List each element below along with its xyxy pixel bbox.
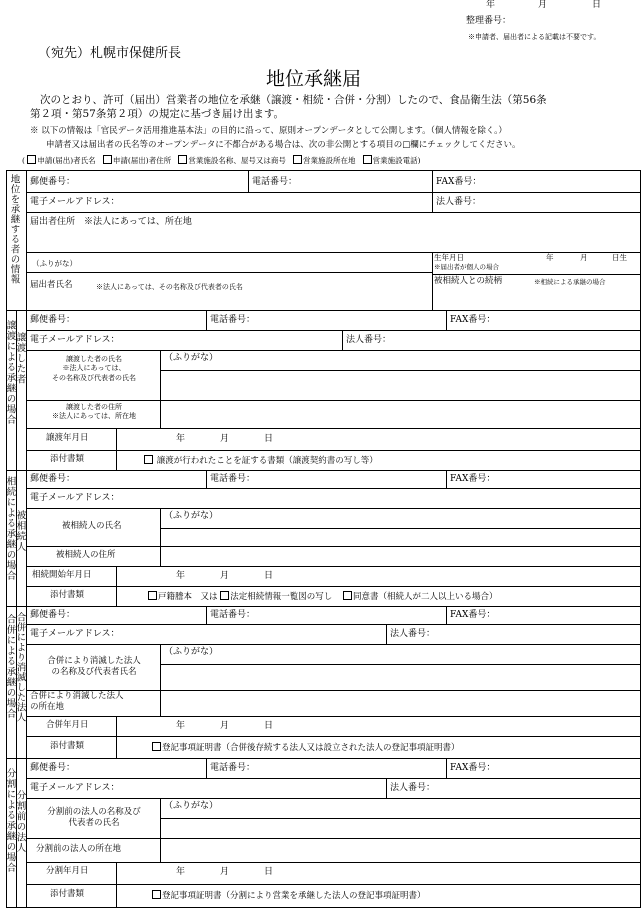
rule [116,428,117,470]
merger-day[interactable]: 日 [264,721,274,731]
merger-doc-checkbox[interactable] [152,742,161,751]
transfer-phone[interactable]: 電話番号： [210,315,256,325]
rule [26,428,640,429]
label-line: 譲渡した者の住所 [66,403,122,411]
rule [386,778,387,798]
split-date-label: 分割年月日 [46,866,89,876]
birth-day: 日生 [612,253,627,262]
option-label: 申請(届出)者氏名 [37,156,96,165]
rule [26,546,640,547]
rule [640,170,641,908]
transferor-name-label [30,355,158,383]
rule [26,330,640,331]
successor-phone[interactable]: 電話番号： [252,177,298,187]
birth-month: 月 [580,253,588,262]
inherit-doc-checkbox-heirs-map[interactable] [220,591,229,600]
decedent-address-label: 被相続人の住所 [56,550,116,560]
inherit-doc-options [148,591,498,603]
successor-email[interactable]: 電子メールアドレス： [30,197,120,207]
rule [6,606,640,607]
inherit-sub-label: 被相続人 [14,510,26,552]
split-day[interactable]: 日 [264,867,274,877]
rule [386,624,387,644]
rule [26,862,640,863]
ref-number-note: ※申請者、届出者による記載は不要です。 [468,33,601,41]
rule [26,644,640,645]
date-year-label: 年 [486,0,496,10]
rule [6,907,640,908]
option-label: 営業施設電話 [372,156,418,165]
transfer-sub-label: 譲渡した者 [14,332,26,385]
nondisclosure-checkbox-address[interactable] [103,155,112,164]
split-email[interactable]: 電子メールアドレス： [30,783,120,793]
inherit-year[interactable]: 年 [176,571,186,581]
split-sub-label: 分割前の法人 [14,790,26,853]
inherit-doc-label: 添付書類 [50,590,85,600]
label-line: その名称及び代表者の氏名 [52,373,136,382]
rule [26,758,27,908]
split-corp-no[interactable]: 法人番号： [390,783,436,793]
rule [342,330,343,350]
transferor-address-label [30,403,158,422]
label-line: 合併により消滅した法人 [30,691,124,701]
inherit-date-label: 相続開始年月日 [32,570,92,580]
rule [160,798,161,862]
decedent-name-label: 被相続人の氏名 [62,521,122,531]
rule [206,758,207,778]
rule [26,170,27,310]
rule [26,778,640,779]
rule [26,350,640,351]
merger-side-label: 合併による承継の場合 [4,614,16,719]
inherit-postal[interactable]: 郵便番号： [30,474,76,484]
split-doc-label: 添付書類 [50,889,85,899]
transfer-email[interactable]: 電子メールアドレス： [30,335,120,345]
transfer-doc-label: 添付書類 [50,454,85,464]
split-side-label: 分割による承継の場合 [4,768,16,873]
rule [26,310,27,470]
rule [248,170,249,192]
rule [26,736,640,737]
merged-corp-address-label [30,691,124,713]
inherit-doc-checkbox-consent[interactable] [343,591,352,600]
transfer-doc-text: 譲渡が行われたことを証する書類（譲渡契約書の写し等） [156,456,378,466]
rule [26,508,640,509]
label-line: の所在地 [30,702,65,713]
merger-doc-text: 登記事項証明書（合併後存続する法人又は設立された法人の登記事項証明書） [162,743,460,753]
inherit-phone[interactable]: 電話番号： [210,474,256,484]
rule [26,716,640,717]
label-line: 譲渡した者の氏名 [66,355,122,363]
rule [116,862,117,908]
transfer-day[interactable]: 日 [264,434,274,444]
rule [116,716,117,758]
rule [446,470,447,488]
intro-line-2: 第２項・第57条第２項）の規定に基づき届け出ます。 [30,108,285,120]
nondisclosure-checkbox-name[interactable] [27,155,36,164]
rule [6,470,640,471]
transfer-year[interactable]: 年 [176,434,186,444]
split-fax[interactable]: FAX番号： [450,763,496,773]
rule [26,192,640,193]
intro-line-1: 次のとおり、許可（届出）営業者の地位を承継（譲渡・相続・合併・分割）したので、食品衛生法（第56条 [40,94,547,106]
label-line: の名称及び代表者氏名 [51,667,137,678]
merger-postal[interactable]: 郵便番号： [30,610,76,620]
rule [446,758,447,778]
transfer-corp-no[interactable]: 法人番号： [346,335,392,345]
transfer-month[interactable]: 月 [220,434,230,444]
rule [6,170,640,171]
merged-corp-name-label [30,656,158,678]
rule [26,272,432,273]
inherit-side-label: 相続による承継の場合 [4,476,16,581]
nondisclosure-checkbox-facility-phone[interactable] [363,155,372,164]
birth-note: ※届出者が個人の場合 [434,263,499,271]
inherit-doc-text: 戸籍謄本 又は [158,592,218,602]
label-line: ※法人にあっては、所在地 [52,412,136,421]
rule [116,566,117,606]
merger-phone[interactable]: 電話番号： [210,610,256,620]
page-title: 地位承継届 [266,68,362,90]
inherit-email[interactable]: 電子メールアドレス： [30,493,120,503]
option-label: 申請(届出)者住所 [112,156,172,165]
rule [160,664,640,665]
split-phone[interactable]: 電話番号： [210,763,256,773]
successor-name-note: ※法人にあっては、その名称及び代表者の氏名 [96,283,243,291]
merger-month[interactable]: 月 [220,721,230,731]
relation-note: ※相続による承継の場合 [534,278,606,286]
transfer-furigana[interactable]: （ふりがな） [164,353,219,363]
split-doc-text: 登記事項証明書（分割により営業を承継した法人の登記事項証明書） [162,891,426,901]
successor-fax[interactable]: FAX番号： [436,177,482,187]
merger-corp-no[interactable]: 法人番号： [390,629,436,639]
rule [160,644,161,716]
successor-address[interactable]: 届出者住所 ※法人にあっては、所在地 [30,217,192,227]
rule [26,212,640,213]
successor-corp-no[interactable]: 法人番号： [436,197,482,207]
pre-split-corp-address-label: 分割前の法人の所在地 [36,844,122,854]
open-data-notice-2: 申請者又は届出者の氏名等のオープンデータに不都合がある場合は、次の非公開とする項目の□欄にチェックしてください。 [46,140,521,150]
rule [160,508,161,566]
rule [446,606,447,624]
split-month[interactable]: 月 [220,867,230,877]
rule [432,274,640,275]
rule [206,606,207,624]
rule [26,838,640,839]
label-line: ※法人にあっては、 [62,364,126,373]
inherit-doc-text: 法定相続情報一覧図の写し [230,592,333,602]
option-label: 営業施設名称、屋号又は商号 [188,156,286,165]
date-day-label: 日 [592,0,602,10]
nondisclosure-checkbox-facility-name[interactable] [178,155,187,164]
transfer-fax[interactable]: FAX番号： [450,315,496,325]
successor-name[interactable]: 届出者氏名 [30,280,73,290]
rule [26,566,640,567]
pre-split-corp-name-label [30,807,158,829]
transfer-doc-checkbox[interactable] [144,455,153,464]
rule [26,488,640,489]
merger-sub-label: 合併により消滅した法人 [14,612,26,722]
split-postal[interactable]: 郵便番号： [30,763,76,773]
split-doc-option[interactable] [152,890,426,902]
rule [6,310,640,311]
merger-email[interactable]: 電子メールアドレス： [30,629,120,639]
label-line: 合併により消滅した法人 [47,656,141,666]
rule [26,798,640,799]
birth-date-label: 生年月日 [434,253,464,262]
split-doc-checkbox[interactable] [152,890,161,899]
merger-fax[interactable]: FAX番号： [450,610,496,620]
open-data-notice-1: ※ 以下の情報は「官民データ活用推進基本法」の目的に沿って、原則オープンデータとして公開します。（個人情報を除く。） [30,126,507,136]
merger-date-label: 合併年月日 [46,720,89,730]
merger-doc-option[interactable] [152,742,460,754]
relation-label[interactable]: 被相続人との続柄 [434,276,503,286]
inherit-furigana[interactable]: （ふりがな） [164,511,219,521]
rule [26,586,640,587]
inherit-month[interactable]: 月 [220,571,230,581]
rule [26,450,640,451]
successor-side-label: 地位を承継する者の情報 [8,174,20,284]
addressee: （宛先）札幌市保健所長 [38,46,182,61]
option-label: 営業施設所在地 [303,156,356,165]
inherit-doc-text: 同意書（相続人が二人以上いる場合） [353,592,498,602]
rule [26,400,640,401]
birth-year: 年 [546,253,554,262]
nondisclosure-options: ( 申請(届出)者氏名 申請(届出)者住所 営業施設名称、屋号又は商号 営業施設所在地 営業施設電話) [22,156,421,165]
transfer-doc-option[interactable] [144,455,378,467]
rule [160,818,640,819]
rule [6,758,640,759]
rule [432,170,433,212]
inherit-doc-checkbox-koseki[interactable] [148,591,157,600]
rule [26,884,640,885]
successor-postal[interactable]: 郵便番号： [30,177,76,187]
split-furigana[interactable]: （ふりがな） [164,801,219,811]
rule [26,624,640,625]
inherit-day[interactable]: 日 [264,571,274,581]
successor-furigana[interactable]: （ふりがな） [32,259,77,268]
rule [206,310,207,330]
label-line: 分割前の法人の名称及び [47,807,141,817]
transfer-postal[interactable]: 郵便番号： [30,315,76,325]
merger-furigana[interactable]: （ふりがな） [164,647,219,657]
nondisclosure-checkbox-facility-location[interactable] [293,155,302,164]
date-month-label: 月 [538,0,548,10]
transfer-side-label: 譲渡による承継の場合 [4,320,16,425]
ref-number-label: 整理番号： [466,16,512,26]
transfer-date-label: 譲渡年月日 [46,433,89,443]
rule [206,470,207,488]
rule [160,370,640,371]
split-year[interactable]: 年 [176,867,186,877]
inherit-fax[interactable]: FAX番号： [450,474,496,484]
rule [446,310,447,330]
label-line: 代表者の氏名 [68,818,120,829]
rule [160,528,640,529]
rule [160,350,161,428]
rule [432,252,433,310]
merger-doc-label: 添付書類 [50,741,85,751]
merger-year[interactable]: 年 [176,721,186,731]
